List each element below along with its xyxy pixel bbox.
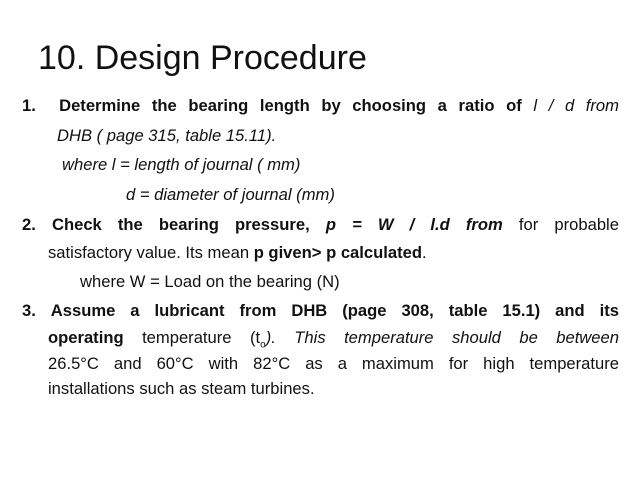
- step-3-line-1: [22, 301, 619, 321]
- step-2-bold-text: Check the bearing pressure,: [51, 215, 310, 234]
- step-1-bold-text: Determine the bearing length by choosing a ratio of: [59, 96, 522, 115]
- step-2-line-1: [22, 215, 619, 235]
- step-3-line-4: installations such as steam turbines.: [48, 379, 315, 398]
- step-2-rest: for probable: [518, 215, 619, 234]
- step-1-where-d: d = diameter of journal (mm): [126, 185, 335, 204]
- step-1-line-2: [57, 126, 276, 146]
- step-3-line-3: 26.5°C and 60°C with 82°C as a maximum for high temperature: [48, 354, 619, 373]
- step-1-where-l: where l = length of journal ( mm): [62, 155, 301, 174]
- slide-title: 10. Design Procedure: [38, 39, 367, 77]
- step-1-ratio: l / d from: [533, 96, 619, 115]
- step-1-number: 1.: [22, 96, 36, 115]
- step-2-condition: p given> p calculated: [253, 243, 422, 262]
- step-1-reference: DHB ( page 315, table 15.11).: [57, 126, 277, 145]
- step-3-bold-text: Assume a lubricant from DHB (page 308, table 15.1) and its: [50, 301, 619, 320]
- step-3-number: 3.: [22, 301, 36, 320]
- step-2-line-2: satisfactory value. Its mean p given> p calculated.: [48, 243, 427, 262]
- step-3-subscript: o: [260, 339, 266, 351]
- step-3-line-2: operating temperature $(t_o)$. This temperature should be between: [48, 328, 619, 351]
- step-2-number: 2.: [22, 215, 36, 234]
- step-2-formula: p = W / l.d from: [325, 215, 503, 234]
- step-2-where-w: where W = Load on the bearing (N): [80, 272, 340, 291]
- step-1-line-1: [22, 96, 619, 116]
